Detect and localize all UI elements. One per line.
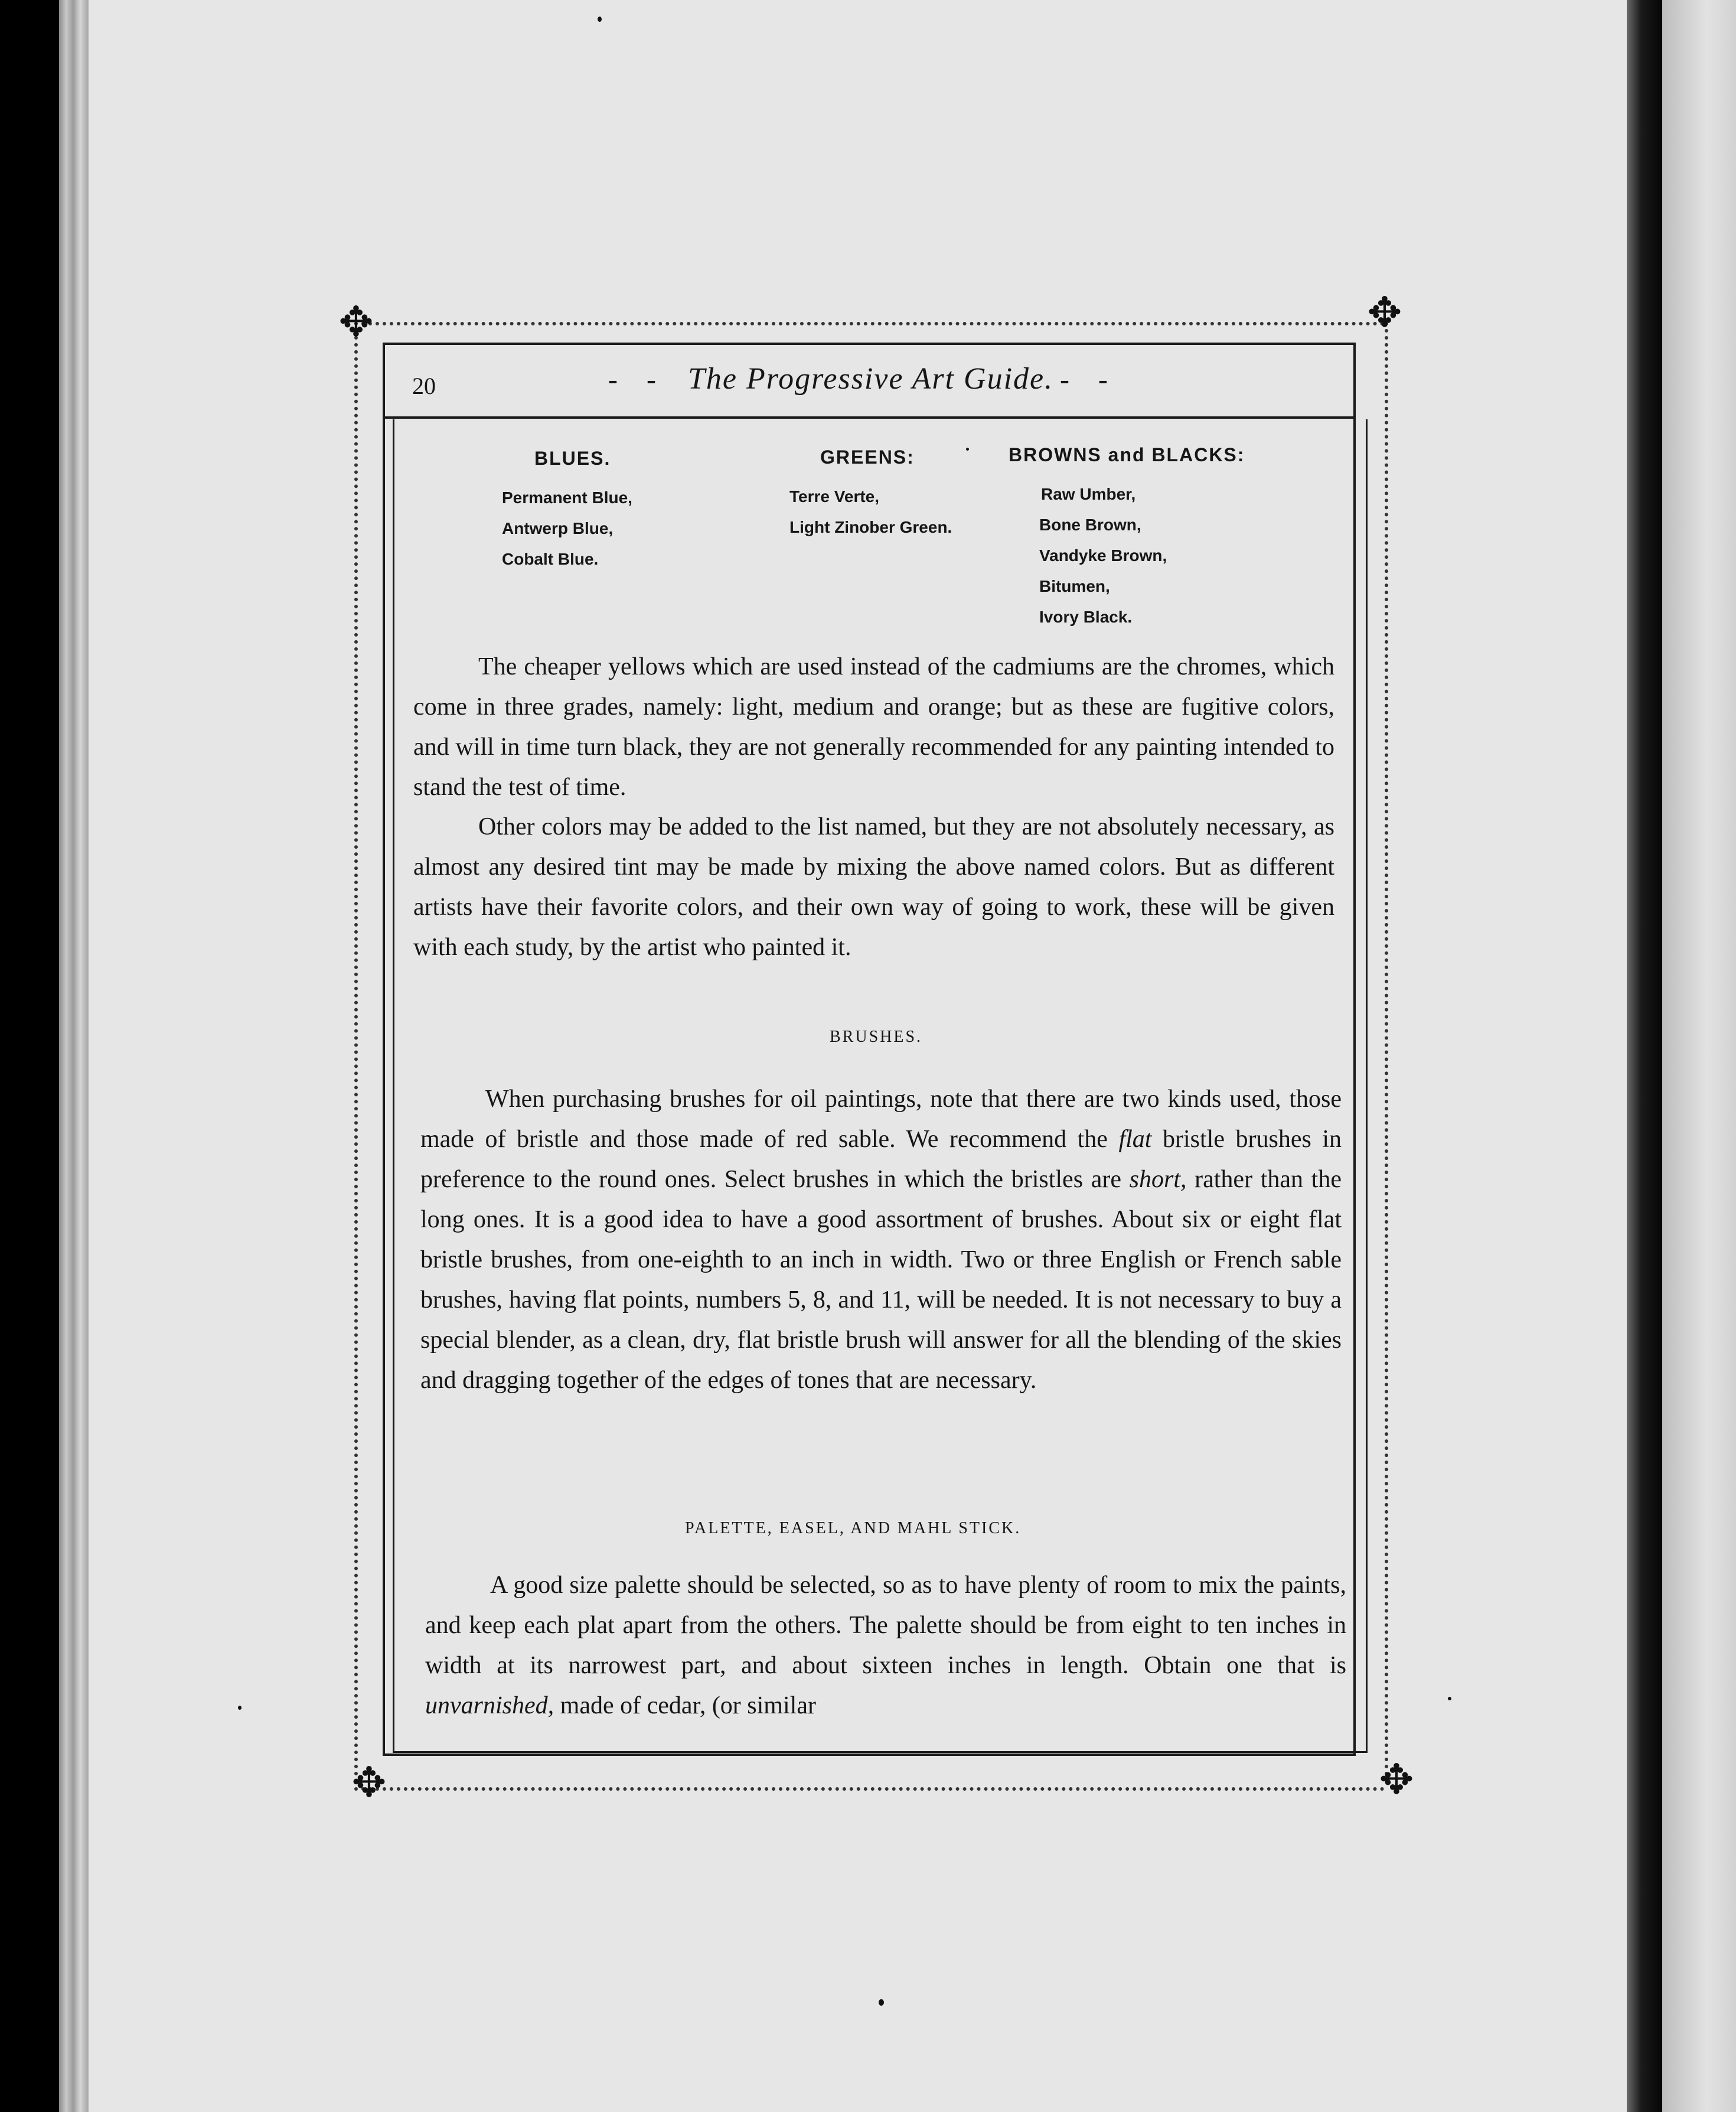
list-item: Permanent Blue, bbox=[502, 488, 632, 507]
blues-list bbox=[502, 448, 632, 575]
scan-speck bbox=[966, 448, 969, 451]
header-rule bbox=[383, 416, 1356, 419]
corner-ornament-icon: ✥ bbox=[1367, 291, 1402, 336]
palette-emphasis: unvarnished, bbox=[425, 1692, 554, 1719]
list-item: Vandyke Brown, bbox=[1039, 546, 1167, 565]
scan-speck bbox=[238, 1706, 242, 1710]
corner-ornament-icon: ✥ bbox=[338, 300, 374, 346]
list-item: Cobalt Blue. bbox=[502, 550, 599, 568]
brushes-text: bristle brushes in preference to the round ones. Select brushes in which the bristles are bbox=[420, 1126, 1342, 1193]
scan-background bbox=[0, 0, 59, 2112]
book-gutter bbox=[1627, 0, 1662, 2112]
paragraph-other-colors: Other colors may be added to the list named, but they are not absolutely necessary, as almost any desired tint may be made by mixing the above named colors. But as different artists have their favorite colors, and their own way of going to work, these will be given with each study, by the artist who painted it. bbox=[413, 813, 1334, 961]
list-item: Ivory Black. bbox=[1039, 608, 1133, 626]
greens-list bbox=[789, 446, 952, 543]
list-item: Raw Umber, bbox=[1041, 485, 1136, 503]
header-dash: - bbox=[1098, 364, 1108, 395]
palette-text: made of cedar, (or similar bbox=[554, 1692, 816, 1719]
running-title: The Progressive Art Guide. bbox=[688, 362, 1054, 396]
browns-blacks-list bbox=[1009, 444, 1245, 633]
page-number: 20 bbox=[412, 373, 436, 399]
list-item: Antwerp Blue, bbox=[502, 519, 614, 537]
blues-heading: BLUES. bbox=[534, 448, 611, 469]
scan-speck bbox=[1448, 1697, 1451, 1700]
corner-ornament-icon: ✥ bbox=[351, 1761, 387, 1806]
ornamental-border-left bbox=[354, 322, 358, 1784]
list-item: Terre Verte, bbox=[789, 487, 880, 506]
paragraph-palette bbox=[425, 1565, 1346, 1726]
brushes-emphasis: flat bbox=[1118, 1126, 1152, 1153]
brushes-heading: BRUSHES. bbox=[830, 1028, 923, 1046]
corner-ornament-icon: ✥ bbox=[1379, 1758, 1414, 1803]
list-item: Bitumen, bbox=[1039, 577, 1110, 595]
facing-page-edge bbox=[1662, 0, 1736, 2112]
brushes-text: rather than the long ones. It is a good idea to have a good assortment of brushes. About six or eight flat bristle brushes, from one-eighth to an inch in width. Two or three English or French sable brushes, having flat points, numbers 5, 8, and 11, will be needed. It is not necessary to buy a special blender, as a clean, dry, flat bristle brush will answer for all the blending of the skies and dragging together of the edges of tones that are necessary. bbox=[420, 1166, 1342, 1394]
paragraph-yellows: The cheaper yellows which are used instead of the cadmiums are the chromes, which come in three grades, namely: light, medium and orange; but as these are fugitive colors, and will in time turn black, they are not generally recommended for any painting intended to stand the test of time. bbox=[413, 653, 1334, 801]
list-item: Bone Brown, bbox=[1039, 516, 1141, 534]
greens-heading: GREENS: bbox=[820, 446, 915, 468]
brushes-emphasis: short, bbox=[1129, 1166, 1187, 1193]
palette-text: A good size palette should be selected, so as to have plenty of room to mix the paints, and keep each plat apart from the others. The palette should be from eight to ten inches in width at its narrowest part, and about sixteen inches in length. Obtain one that is bbox=[425, 1572, 1346, 1679]
header-dash: - bbox=[1060, 364, 1069, 395]
brushes-text: When purchasing brushes for oil paintings, note that there are two kinds used, those made of bristle and those made of red sable. We recommend the bbox=[420, 1086, 1342, 1153]
ornamental-border-right bbox=[1385, 322, 1388, 1784]
paragraph-brushes bbox=[420, 1079, 1342, 1400]
list-item: Light Zinober Green. bbox=[789, 518, 952, 536]
header-dash: - bbox=[647, 364, 656, 395]
palette-heading: PALETTE, EASEL, AND MAHL STICK. bbox=[685, 1519, 1022, 1537]
header-dash: - bbox=[608, 364, 618, 395]
browns-blacks-heading: BROWNS and BLACKS: bbox=[1009, 444, 1245, 465]
scan-speck bbox=[598, 17, 602, 22]
scan-speck bbox=[879, 1999, 884, 2006]
